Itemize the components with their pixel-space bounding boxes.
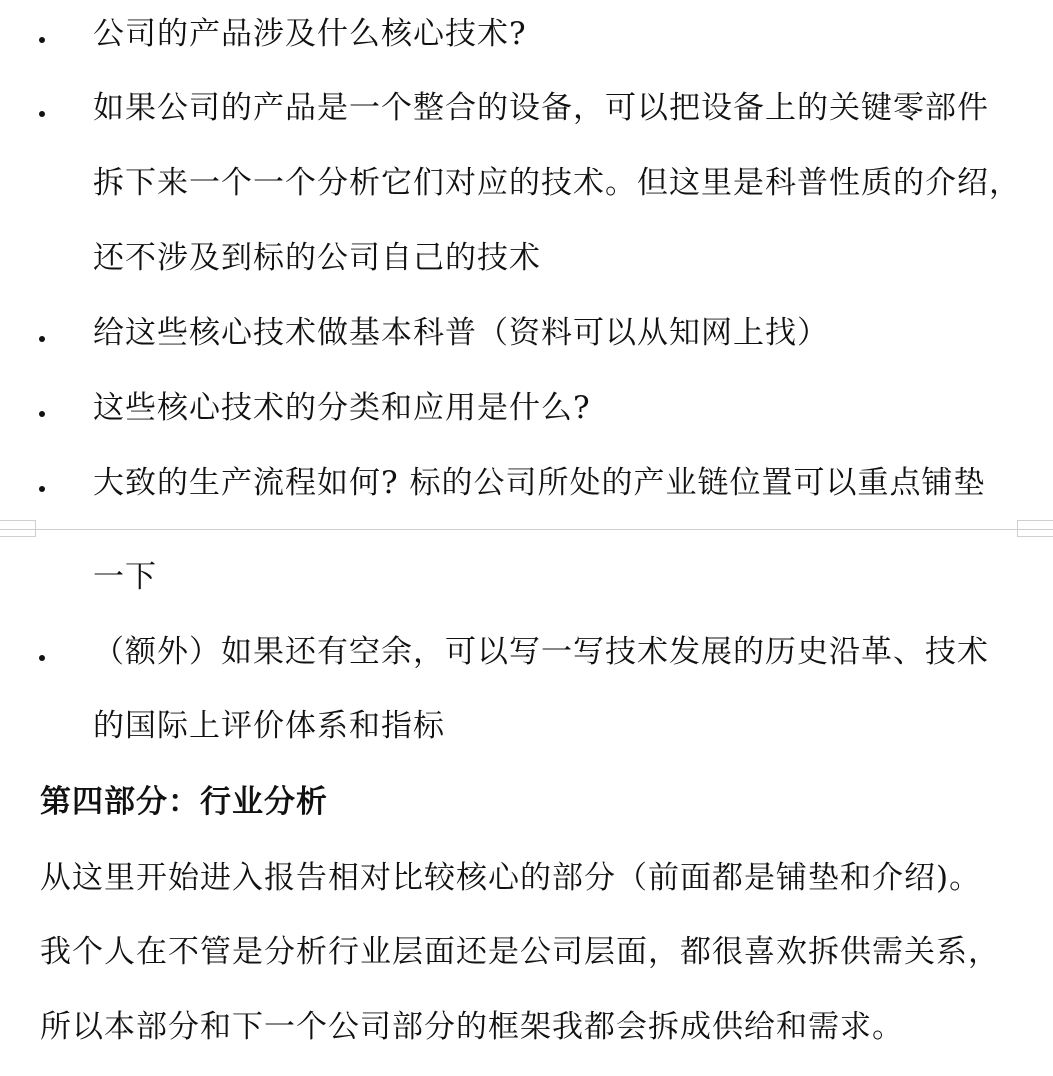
- section-heading: 第四部分：行业分析: [40, 784, 328, 820]
- bullet-text-line: 一下: [93, 559, 157, 595]
- bullet-text-line: 拆下来一个一个分析它们对应的技术。但这里是科普性质的介绍，: [93, 165, 1021, 201]
- bullet-marker: [39, 486, 45, 492]
- bullet-text-line: 还不涉及到标的公司自己的技术: [93, 240, 541, 276]
- bullet-text-line: 这些核心技术的分类和应用是什么?: [93, 390, 591, 426]
- bullet-text-line: 给这些核心技术做基本科普（资料可以从知网上找）: [93, 315, 829, 351]
- bullet-marker: [39, 411, 45, 417]
- bullet-text-line: 公司的产品涉及什么核心技术?: [93, 16, 527, 52]
- bullet-marker: [39, 336, 45, 342]
- bullet-text-line: 如果公司的产品是一个整合的设备，可以把设备上的关键零部件: [93, 90, 989, 126]
- page-corner-mark-right: [1017, 520, 1053, 537]
- paragraph-line: 从这里开始进入报告相对比较核心的部分（前面都是铺垫和介绍)。: [40, 860, 982, 896]
- bullet-text-line: 大致的生产流程如何? 标的公司所处的产业链位置可以重点铺垫: [93, 465, 986, 501]
- paragraph-line: 所以本部分和下一个公司部分的框架我都会拆成供给和需求。: [40, 1009, 904, 1045]
- bullet-text-line: 的国际上评价体系和指标: [93, 708, 445, 744]
- bullet-marker: [39, 37, 45, 43]
- page-corner-mark-left: [0, 520, 36, 537]
- bullet-text-line: （额外）如果还有空余，可以写一写技术发展的历史沿革、技术: [93, 634, 989, 670]
- page-break-divider: [0, 529, 1053, 530]
- paragraph-line: 我个人在不管是分析行业层面还是公司层面，都很喜欢拆供需关系，: [40, 934, 1000, 970]
- bullet-marker: [39, 655, 45, 661]
- bullet-marker: [39, 111, 45, 117]
